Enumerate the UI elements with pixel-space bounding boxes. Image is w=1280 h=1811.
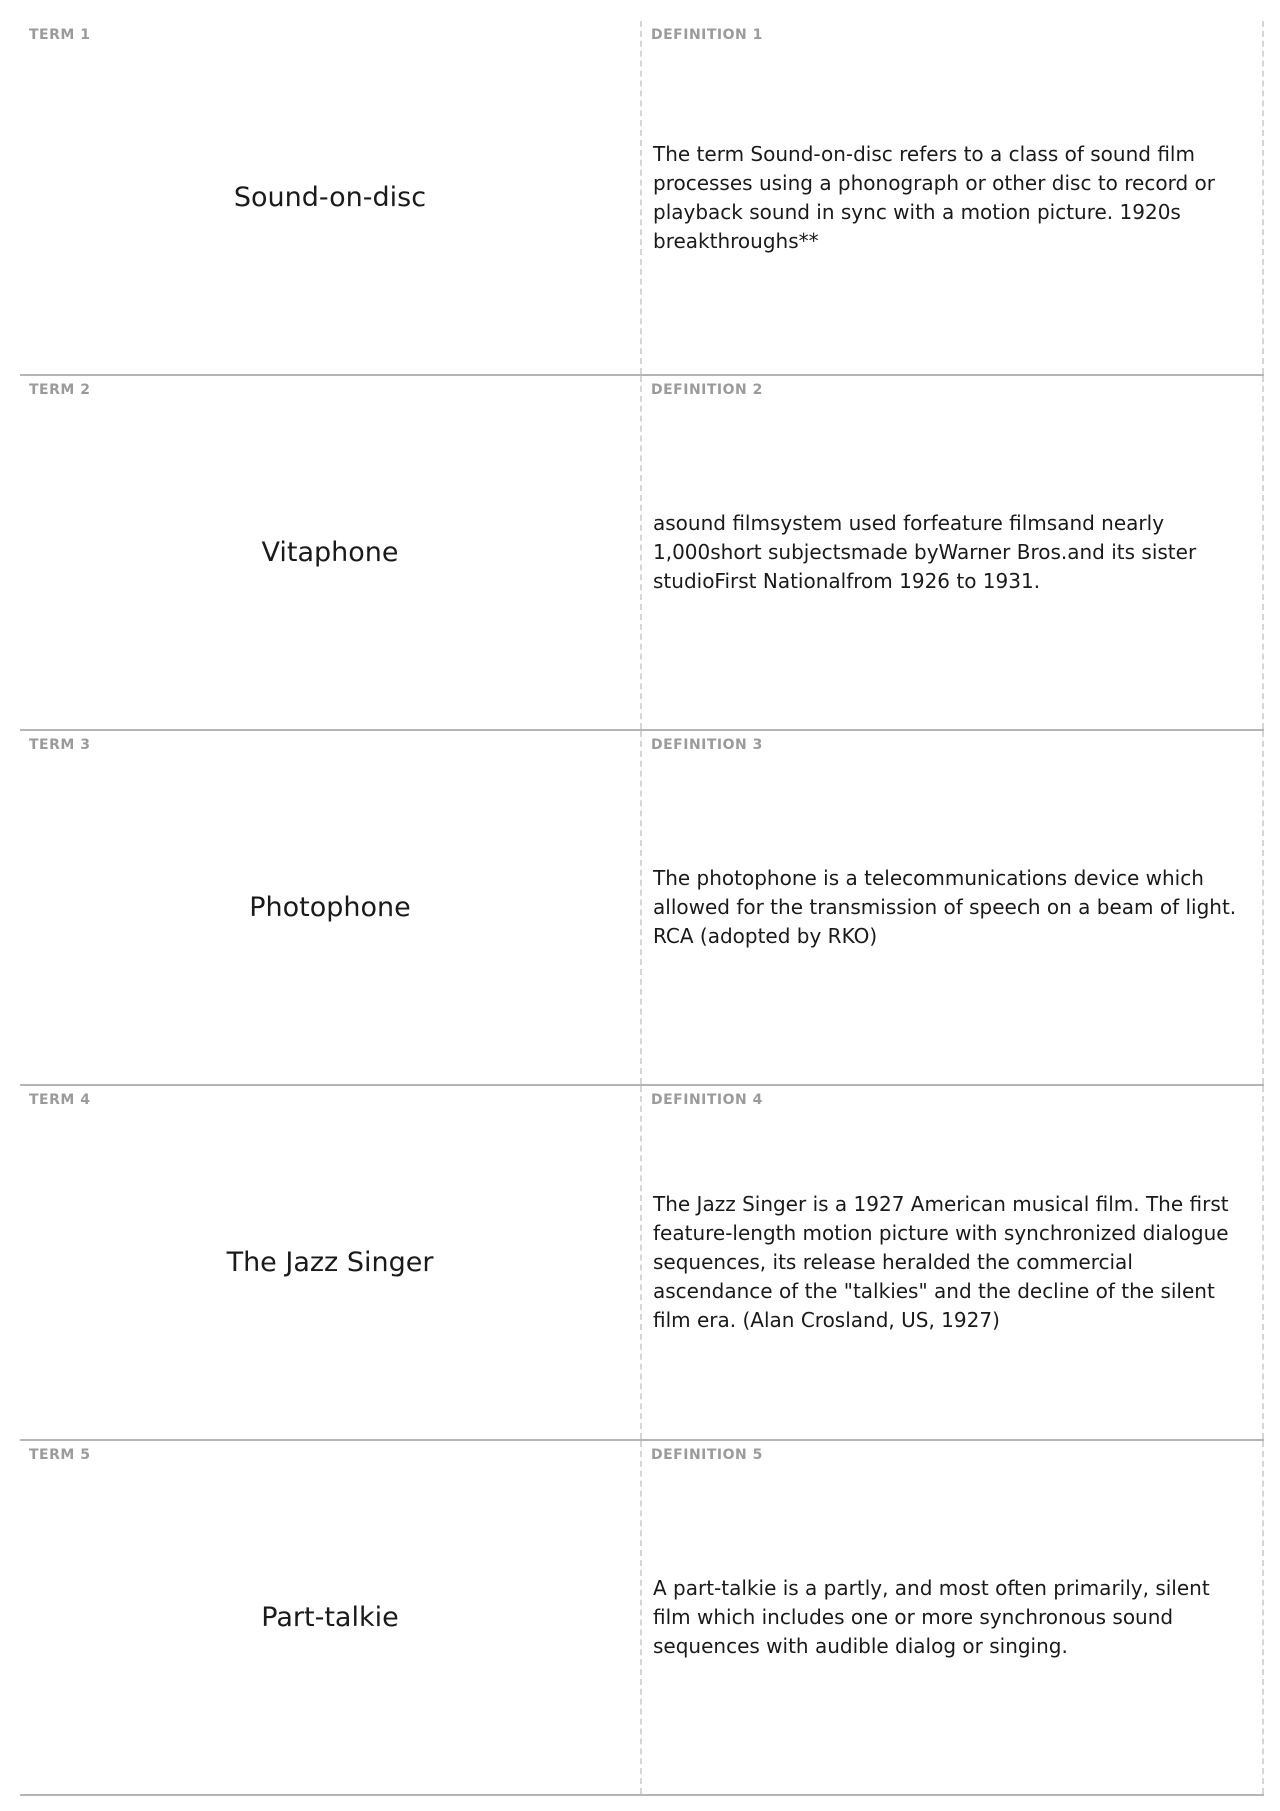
definition-text: The Jazz Singer is a 1927 American musical film. The first feature-length motion picture with synchronized dialogue sequences, its release heralded the commercial ascendance of the "talkies" and the decline of the silent film era. (Alan Crosland, US, 1927) <box>653 1192 1229 1332</box>
definition-text: A part-talkie is a partly, and most often primarily, silent film which includes one or more synchronous sound sequences with audible dialog or singing. <box>653 1576 1210 1658</box>
term-text: Sound-on-disc <box>233 182 427 213</box>
term-label: TERM 1 <box>29 27 91 43</box>
definition-text: The photophone is a telecommunications device which allowed for the transmission of speech on a beam of light. RCA (adopted by RKO) <box>653 866 1237 948</box>
flashcard-sheet <box>20 21 1264 1796</box>
definition-cell <box>642 1441 1264 1794</box>
definition-text: The term Sound-on-disc refers to a class of sound film processes using a phonograph or other disc to record or playback sound in sync with a motion picture. 1920s breakthroughs** <box>653 141 1215 253</box>
term-label: TERM 5 <box>29 1447 91 1463</box>
term-text: The Jazz Singer <box>226 1247 434 1278</box>
definition-text: asound filmsystem used forfeature filmsand nearly 1,000short subjectsmade byWarner Bros.and its sister studioFirst Nationalfrom 1926 to 1931. <box>653 511 1197 593</box>
term-text: Part-talkie <box>261 1602 399 1633</box>
definition-cell <box>642 21 1264 374</box>
flashcard-row <box>20 21 1264 376</box>
term-cell <box>20 21 642 374</box>
term-cell <box>20 1086 642 1439</box>
definition-cell <box>642 376 1264 729</box>
flashcard-row <box>20 1441 1264 1796</box>
flashcard-row <box>20 1086 1264 1441</box>
definition-label: DEFINITION 5 <box>651 1447 763 1463</box>
definition-label: DEFINITION 3 <box>651 737 763 753</box>
term-cell <box>20 1441 642 1794</box>
definition-cell <box>642 731 1264 1084</box>
flashcard-row <box>20 731 1264 1086</box>
definition-cell <box>642 1086 1264 1439</box>
definition-label: DEFINITION 2 <box>651 382 763 398</box>
term-text: Vitaphone <box>261 537 399 568</box>
term-label: TERM 3 <box>29 737 91 753</box>
term-text: Photophone <box>249 892 411 923</box>
term-label: TERM 4 <box>29 1092 91 1108</box>
term-cell <box>20 376 642 729</box>
term-label: TERM 2 <box>29 382 91 398</box>
definition-label: DEFINITION 4 <box>651 1092 763 1108</box>
term-cell <box>20 731 642 1084</box>
definition-label: DEFINITION 1 <box>651 27 763 43</box>
flashcard-row <box>20 376 1264 731</box>
